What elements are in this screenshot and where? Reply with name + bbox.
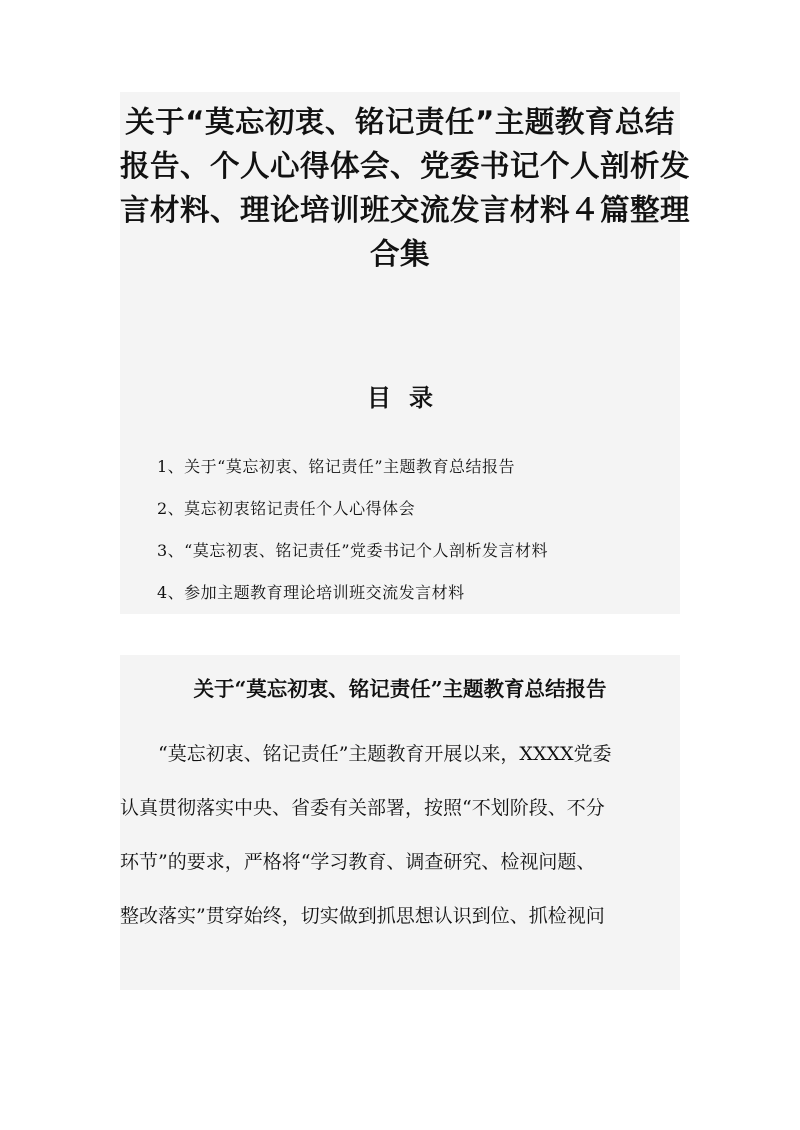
toc-item[interactable]: 3、“莫忘初衷、铭记责任”党委书记个人剖析发言材料 bbox=[157, 541, 549, 560]
paragraph-line: 整改落实”贯穿始终，切实做到抓思想认识到位、抓检视问 bbox=[120, 905, 605, 927]
toc-item[interactable]: 4、参加主题教育理论培训班交流发言材料 bbox=[157, 583, 465, 602]
paragraph-line: 认真贯彻落实中央、省委有关部署，按照“不划阶段、不分 bbox=[120, 797, 605, 819]
document-title bbox=[120, 100, 691, 276]
title-line: 言材料、理论培训班交流发言材料４篇整理 bbox=[120, 193, 691, 227]
toc-list bbox=[157, 454, 548, 622]
title-line: 报告、个人心得体会、党委书记个人剖析发 bbox=[120, 149, 691, 183]
paragraph-line: 环节”的要求，严格将“学习教育、调查研究、检视问题、 bbox=[120, 851, 596, 873]
toc-heading: 目录 bbox=[367, 384, 451, 412]
title-line: 关于“莫忘初衷、铭记责任”主题教育总结 bbox=[125, 105, 675, 139]
toc-item[interactable]: 2、莫忘初衷铭记责任个人心得体会 bbox=[157, 499, 416, 518]
paragraph-line: “莫忘初衷、铭记责任”主题教育开展以来，XXXX党委 bbox=[158, 743, 612, 765]
section-paragraph bbox=[120, 737, 695, 953]
section-title: 关于“莫忘初衷、铭记责任”主题教育总结报告 bbox=[193, 677, 607, 701]
toc-item[interactable]: 1、关于“莫忘初衷、铭记责任”主题教育总结报告 bbox=[157, 457, 516, 476]
title-line: 合集 bbox=[369, 237, 430, 271]
